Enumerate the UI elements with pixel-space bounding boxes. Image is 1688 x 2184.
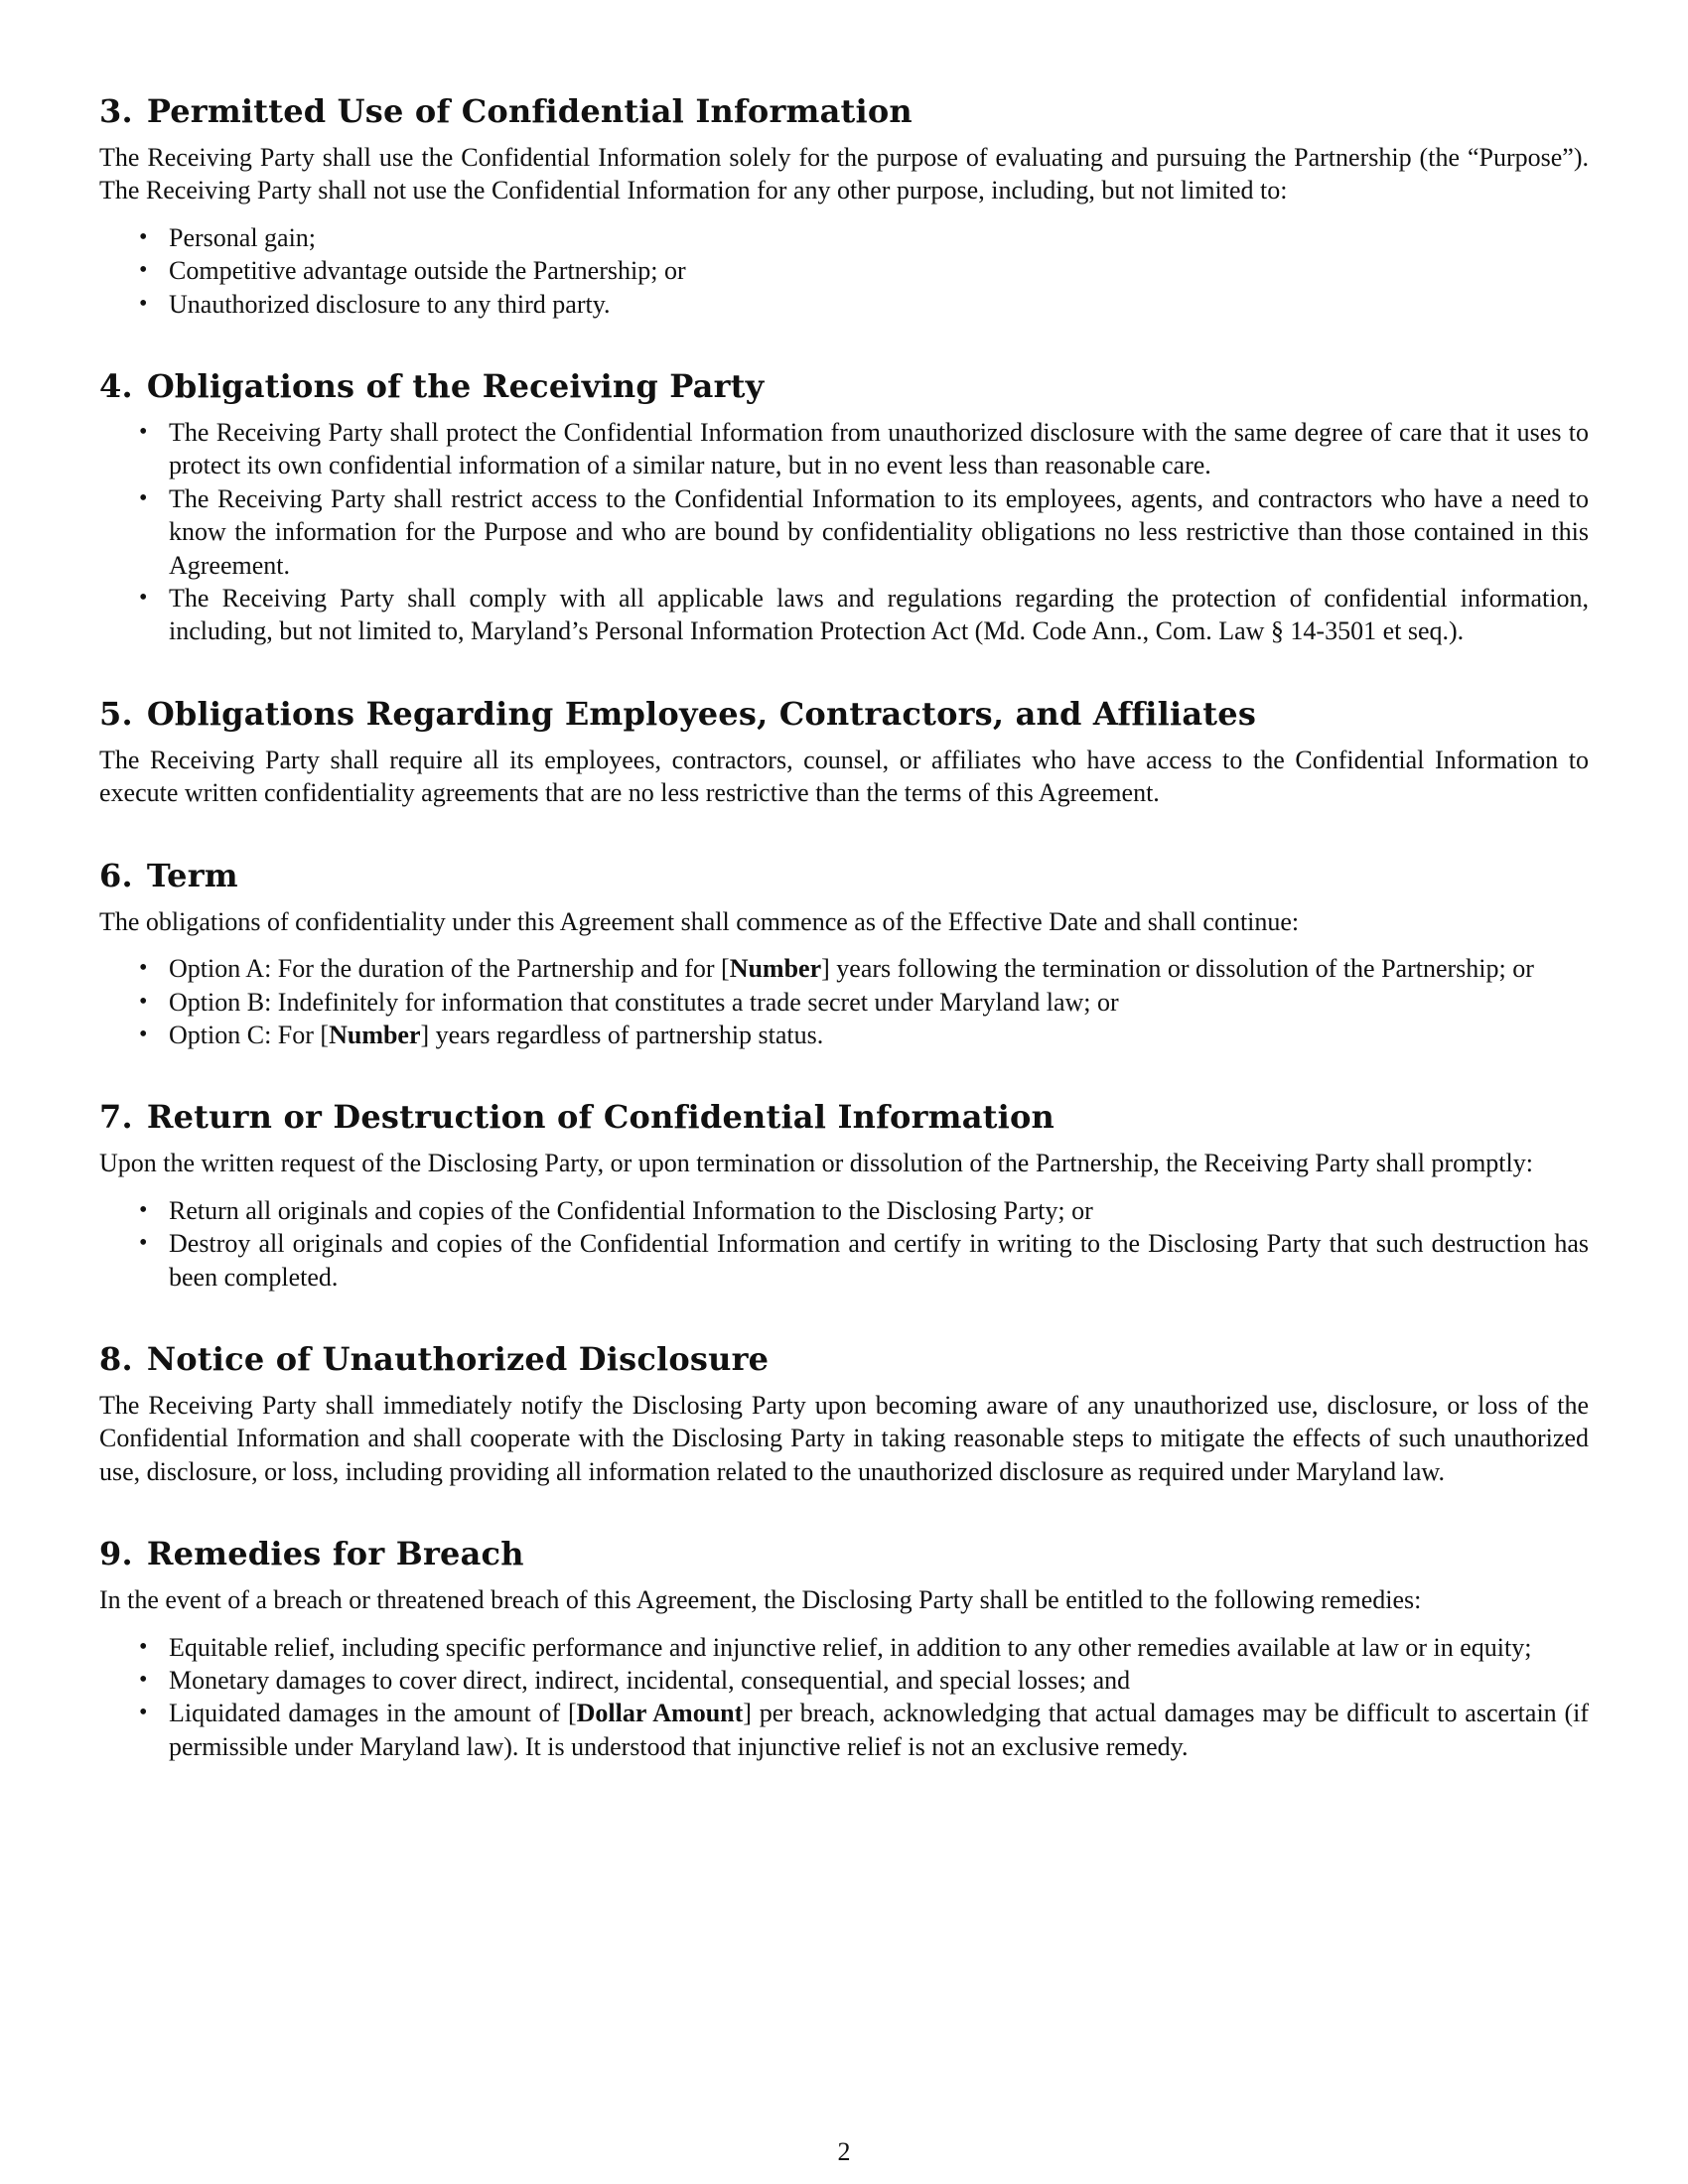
placeholder-field: Number — [729, 954, 822, 984]
section-3 — [99, 91, 1589, 321]
list-item: • Unauthorized disclosure to any third party. — [99, 288, 1589, 321]
section-6 — [99, 856, 1589, 1052]
section-number: 4. — [99, 367, 133, 406]
section-title: Return or Destruction of Confidential Information — [146, 1098, 1055, 1137]
section-number: 6. — [99, 856, 133, 894]
section-7 — [99, 1097, 1589, 1294]
list-item: • Option B: Indefinitely for information that constitutes a trade secret under Maryland law; or — [99, 986, 1589, 1019]
list-item — [99, 1019, 1589, 1051]
section-title: Remedies for Breach — [146, 1535, 524, 1573]
section-heading — [99, 1534, 1589, 1573]
placeholder-field: Number — [329, 1020, 421, 1049]
list-item-text: ] years regardless of partnership status. — [420, 1020, 824, 1049]
placeholder-field: Dollar Amount — [576, 1699, 744, 1728]
list-item-text: Option C: For [ — [169, 1020, 330, 1049]
list-item — [99, 1697, 1589, 1763]
section-paragraph: The Receiving Party shall immediately notify the Disclosing Party upon becoming aware of any unauthorized use, disclosure, or loss of the Confidential Information and shall cooperate with the Disclosing Party in taking reasonable steps to mitigate the effects of such unauthorized use, disclosure, or loss, including providing all information related to the unauthorized disclosure as required under Maryland law. — [99, 1390, 1589, 1486]
section-number: 5. — [99, 694, 133, 733]
section-number: 3. — [99, 92, 133, 130]
section-paragraph: In the event of a breach or threatened breach of this Agreement, the Disclosing Party shall be entitled to the following remedies: — [99, 1585, 1422, 1615]
list-item-text: ] per breach, acknowledging that actual damages may be difficult to ascertain (if permissible under Maryland law). It is understood that injunctive relief is not an exclusive remedy. — [169, 1699, 1589, 1761]
section-title: Obligations Regarding Employees, Contractors, and Affiliates — [146, 694, 1257, 733]
section-9 — [99, 1534, 1589, 1763]
section-title: Permitted Use of Confidential Information — [146, 92, 913, 130]
section-number: 7. — [99, 1098, 133, 1137]
list-item-text: Option A: For the duration of the Partnership and for [ — [169, 954, 730, 984]
list-item: • Destroy all originals and copies of the Confidential Information and certify in writing to the Disclosing Party that such destruction has been completed. — [99, 1227, 1589, 1294]
list-item: • Monetary damages to cover direct, indirect, incidental, consequential, and special losses; and — [99, 1664, 1589, 1697]
section-title: Obligations of the Receiving Party — [146, 367, 765, 406]
list-item — [99, 952, 1589, 985]
section-5 — [99, 694, 1589, 810]
list-item: • The Receiving Party shall restrict access to the Confidential Information to its employees, agents, and contractors who have a need to know the information for the Purpose and who are bound by confidentiality obligations no less restrictive than those contained in this Agreement. — [99, 482, 1589, 582]
section-heading — [99, 91, 1589, 131]
list-item: • Competitive advantage outside the Partnership; or — [99, 254, 1589, 287]
bullet-list — [99, 952, 1589, 1051]
list-item-text: ] years following the termination or dissolution of the Partnership; or — [821, 954, 1534, 984]
section-number: 9. — [99, 1535, 133, 1573]
list-item: • Equitable relief, including specific performance and injunctive relief, in addition to any other remedies available at law or in equity; — [99, 1631, 1589, 1664]
section-heading — [99, 856, 1589, 895]
section-heading — [99, 1097, 1589, 1137]
bullet-list — [99, 1194, 1589, 1294]
section-heading — [99, 694, 1589, 734]
list-item: • The Receiving Party shall protect the Confidential Information from unauthorized disclosure with the same degree of care that it uses to protect its own confidential information of a similar nature, but in no event less than reasonable care. — [99, 416, 1589, 482]
list-item: • The Receiving Party shall comply with all applicable laws and regulations regarding the protection of confidential information, including, but not limited to, Maryland’s Personal Information Protection Act (Md. Code Ann., Com. Law § 14-3501 et seq.). — [99, 582, 1589, 648]
bullet-list — [99, 221, 1589, 321]
list-item: • Return all originals and copies of the Confidential Information to the Disclosing Party; or — [99, 1194, 1589, 1227]
section-4 — [99, 366, 1589, 648]
section-title: Notice of Unauthorized Disclosure — [146, 1339, 770, 1378]
section-heading — [99, 366, 1589, 406]
section-paragraph: The Receiving Party shall require all its employees, contractors, counsel, or affiliates who have access to the Confidential Information to execute written confidentiality agreements that are no less restrictive than the terms of this Agreement. — [99, 745, 1589, 808]
section-paragraph: Upon the written request of the Disclosing Party, or upon termination or dissolution of the Partnership, the Receiving Party shall promptly: — [99, 1149, 1533, 1178]
page-number: 2 — [837, 2137, 851, 2166]
document-page — [99, 91, 1589, 1809]
section-paragraph: The obligations of confidentiality under this Agreement shall commence as of the Effective Date and shall continue: — [99, 906, 1300, 936]
section-title: Term — [146, 856, 238, 894]
bullet-list — [99, 416, 1589, 648]
section-8 — [99, 1339, 1589, 1488]
section-paragraph: The Receiving Party shall use the Confidential Information solely for the purpose of evaluating and pursuing the Partnership (the “Purpose”). The Receiving Party shall not use the Confidential Information for any other purpose, including, but not limited to: — [99, 143, 1589, 205]
list-item-text: Liquidated damages in the amount of [ — [169, 1699, 577, 1728]
list-item: • Personal gain; — [99, 221, 1589, 254]
section-number: 8. — [99, 1339, 133, 1378]
section-heading — [99, 1339, 1589, 1379]
bullet-list — [99, 1631, 1589, 1764]
